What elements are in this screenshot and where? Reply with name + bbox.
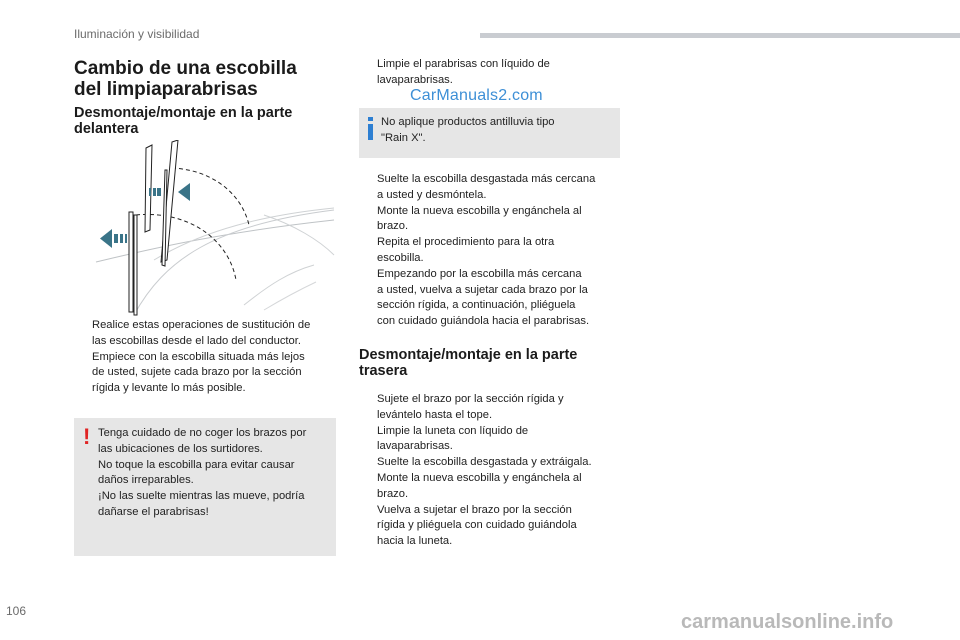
info-icon [367,117,374,140]
list-item [359,235,624,267]
header-bar [480,33,960,38]
list-item [74,350,344,397]
step-line: a usted, vuelva a sujetar cada brazo por la [377,283,588,296]
step-line: Monte la nueva escobilla y engánchela al [377,471,582,484]
windshield-line [264,282,316,310]
wiper-illustration [94,140,339,316]
step-line: Vuelva a sujetar el brazo por la sección [377,503,572,516]
front-subtitle-line: delantera [74,121,139,137]
warning-line: No toque la escobilla para evitar causar [98,458,295,471]
front-subtitle [74,105,344,137]
page-title-line: del limpiaparabrisas [74,79,258,100]
step-line: Limpie el parabrisas con líquido de [377,58,550,70]
rear-subtitle [359,347,629,379]
step-line: rígida y levante lo más posible. [92,382,246,395]
list-item [359,392,624,424]
section-header: Iluminación y visibilidad [74,27,200,41]
swing-arc [136,214,236,280]
step-line: Limpie la luneta con líquido de [377,424,529,437]
windshield-line [244,265,314,305]
list-item [359,204,624,236]
step-line: escobilla. [377,251,424,264]
step-line: lavaparabrisas. [377,440,453,453]
warning-line: Tenga cuidado de no coger los brazos por [98,427,307,439]
step-line: Realice estas operaciones de sustitución de [92,319,311,331]
step-line: sección rígida, a continuación, pliéguela [377,299,576,312]
rear-steps [359,392,624,550]
step-line: con cuidado guiándola hacia el parabrisas. [377,315,590,328]
arrow-icon [100,229,127,248]
step-line: hacia la luneta. [377,535,453,548]
warning-box [74,418,336,556]
step-line: Empezando por la escobilla más cercana [377,267,582,280]
step-line: levántelo hasta el tope. [377,408,493,421]
rear-subtitle-line: Desmontaje/montaje en la parte [359,347,578,363]
list-item [359,471,624,503]
step-line: Monte la nueva escobilla y engánchela al [377,204,582,217]
step-line: Suelte la escobilla desgastada y extráigala. [377,456,592,469]
step-line: de usted, sujete cada brazo por la sección [92,366,302,379]
page-number: 106 [6,604,27,618]
warning-text [98,426,334,521]
wiper-blade [129,212,133,312]
step-line: brazo. [377,487,409,500]
step-line: las escobillas desde el lado del conductor. [92,334,301,347]
step-line: rígida y pliéguela con cuidado guiándola [377,519,577,532]
list-item [359,503,624,550]
warning-line: daños irreparables. [98,474,194,487]
info-text [381,115,617,147]
clean-step [359,57,624,89]
info-box [359,108,620,158]
swing-arc [172,168,249,225]
rear-subtitle-line: trasera [359,363,408,379]
page-title-line: Cambio de una escobilla [74,58,297,79]
step-line: Empiece con la escobilla situada más lejos [92,350,305,363]
warning-line: ¡No las suelte mientras las mueve, podría [98,490,305,503]
wiper-arm [134,215,137,315]
info-line: No aplique productos antilluvia tipo [381,116,555,128]
list-item [359,57,624,89]
list-item [359,424,624,456]
step-line: brazo. [377,220,409,233]
list-item [359,455,624,471]
step-line: Sujete el brazo por la sección rígida y [377,393,564,405]
list-item [74,318,344,350]
warning-line: las ubicaciones de los surtidores. [98,442,263,455]
watermark-bottom: carmanualsonline.info [681,611,894,633]
step-line: lavaparabrisas. [377,73,453,86]
watermark-top: CarManuals2.com [410,87,543,104]
step-line: Suelte la escobilla desgastada más cercana [377,173,596,185]
step-line: Repita el procedimiento para la otra [377,236,555,249]
page-title [74,58,344,100]
front-steps-continued [359,172,624,330]
exclamation-icon: ! [83,424,91,449]
step-line: a usted y desmóntela. [377,188,487,201]
list-item [359,172,624,204]
info-line: "Rain X". [381,131,426,144]
front-steps [74,318,344,397]
warning-line: dañarse el parabrisas! [98,505,209,518]
front-subtitle-line: Desmontaje/montaje en la parte [74,105,293,121]
list-item [359,267,624,330]
